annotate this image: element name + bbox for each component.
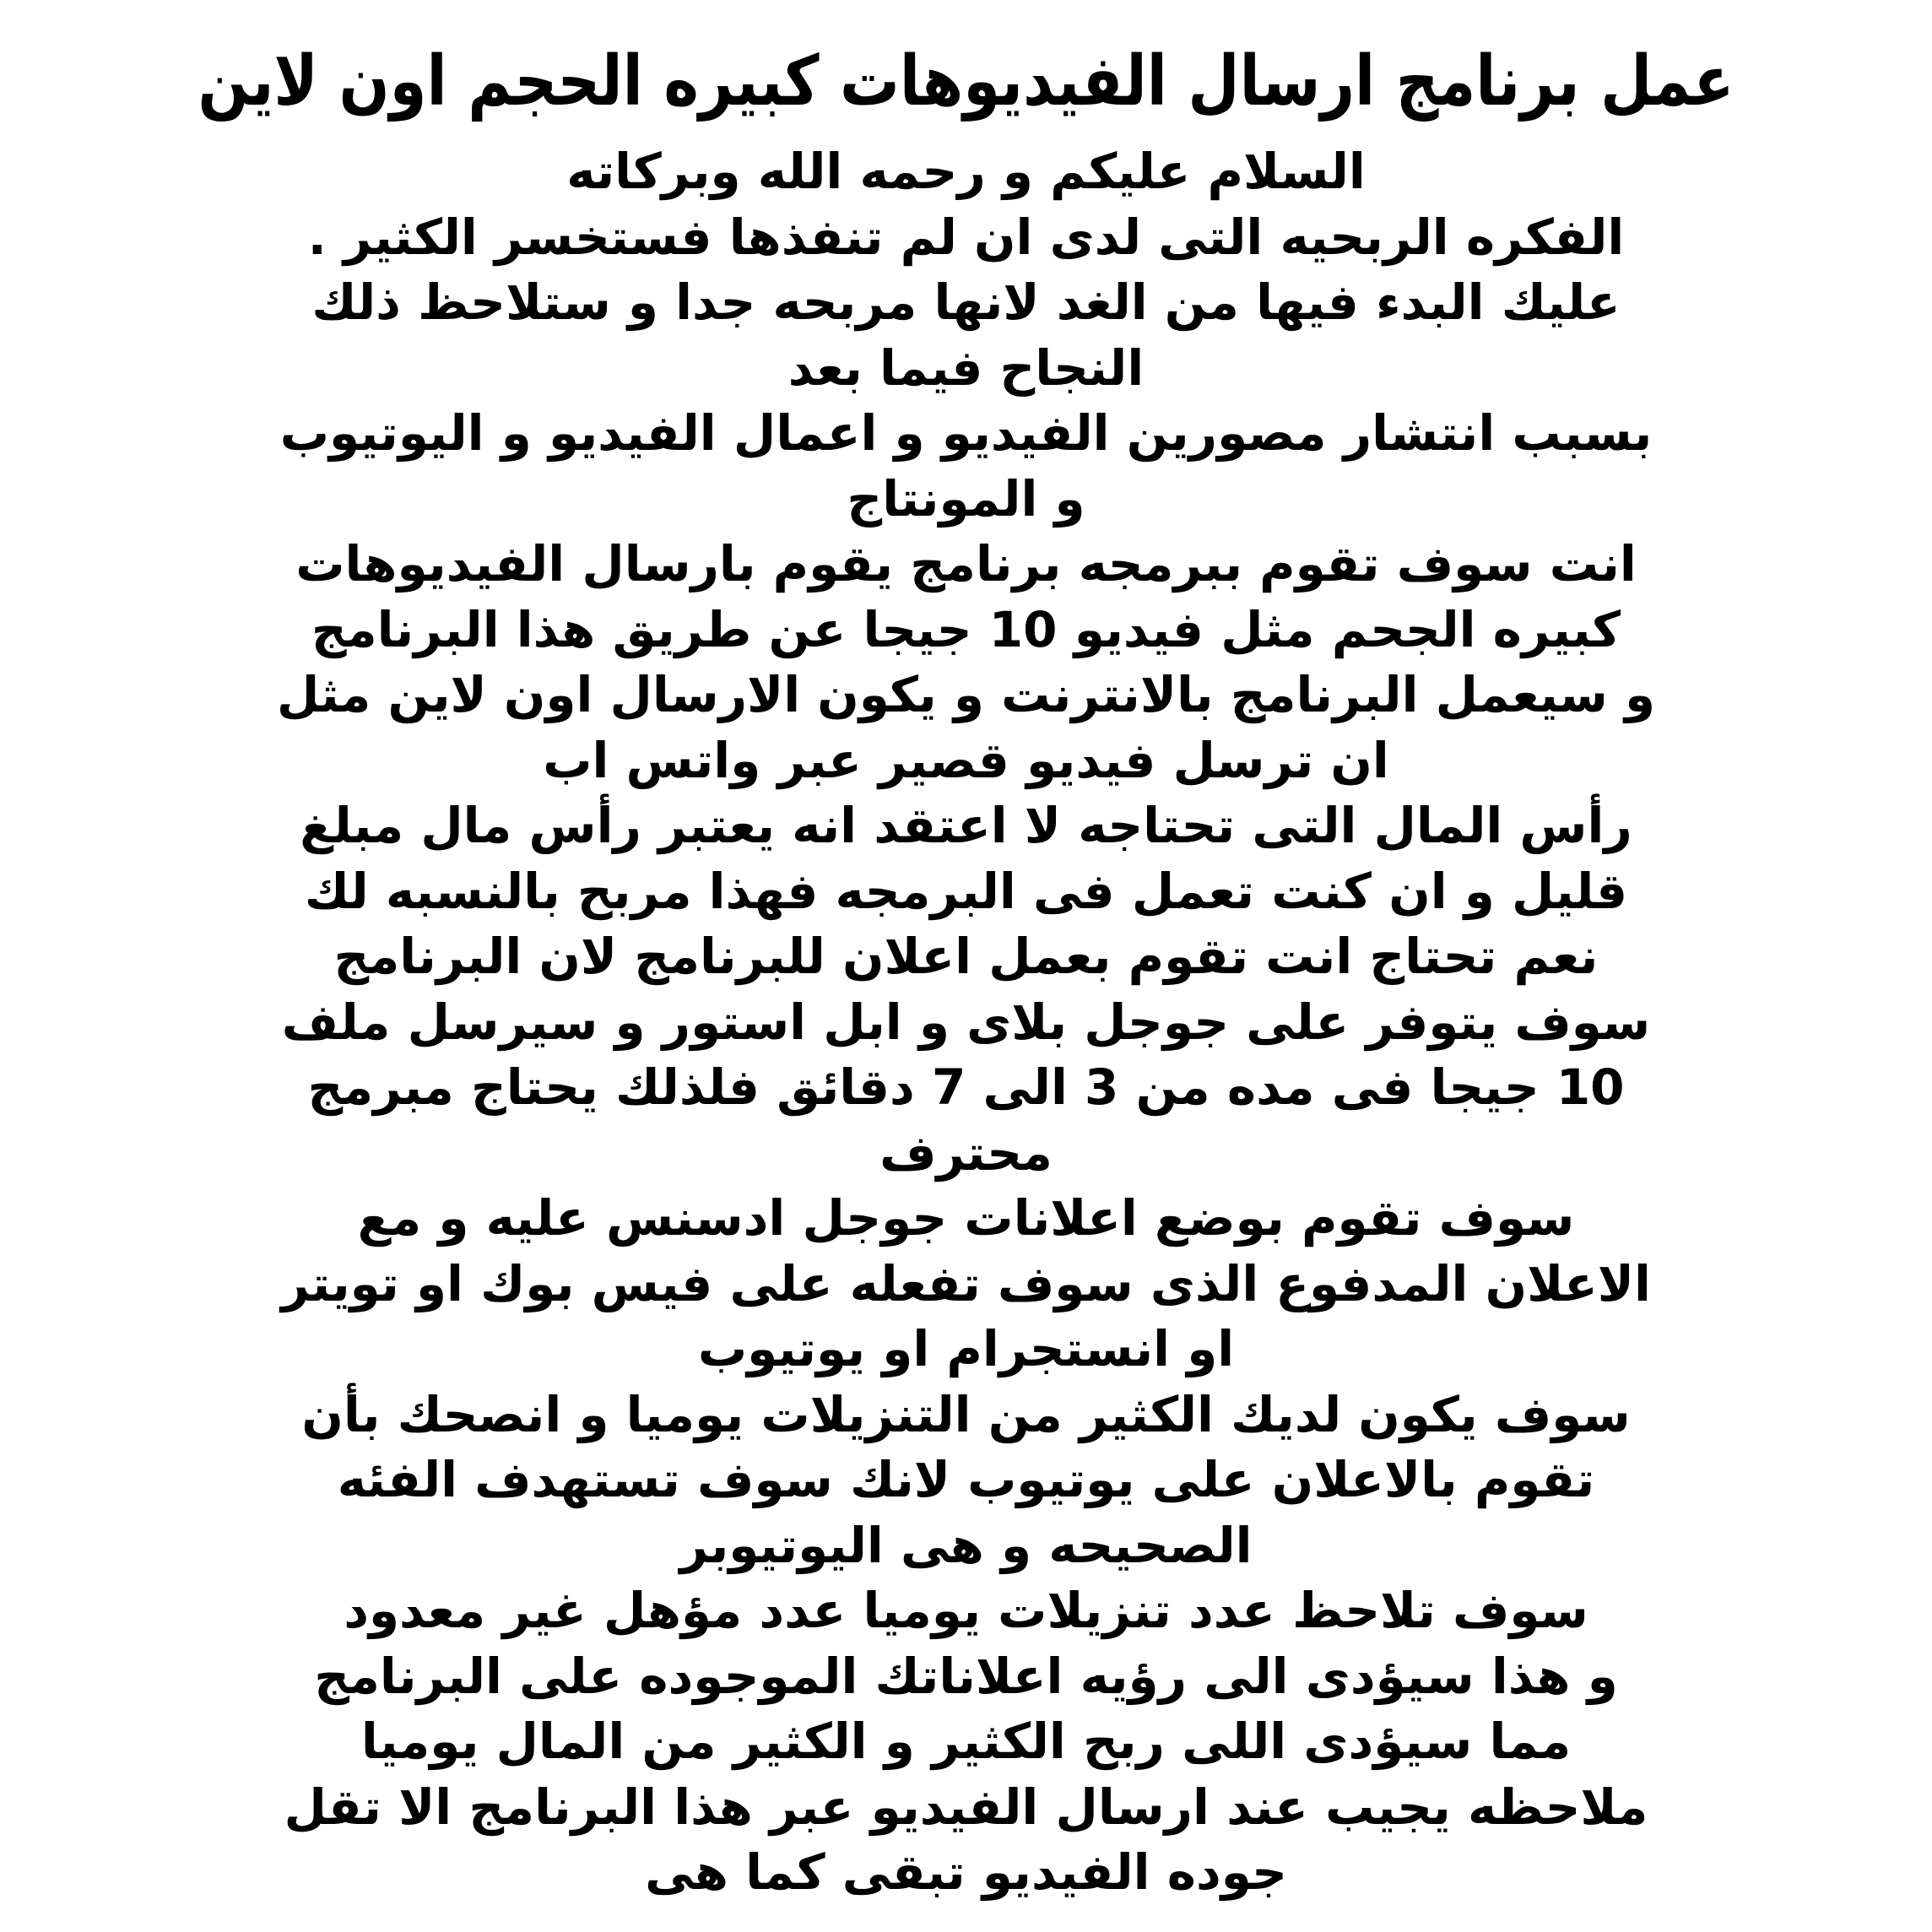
body-line: الفكره الربحيه التى لدى ان لم تنفذها فستخسر الكثير . xyxy=(307,208,1625,266)
body-line: مما سيؤدى اللى ربح الكثير و الكثير من المال يوميا xyxy=(360,1713,1572,1770)
body-line: عليك البدء فيها من الغد لانها مربحه جدا و ستلاحظ ذلك xyxy=(311,273,1621,331)
body-line: سوف تقوم بوضع اعلانات جوجل ادسنس عليه و مع xyxy=(357,1189,1575,1247)
body-line: السلام عليكم و رحمه الله وبركاته xyxy=(566,143,1366,200)
body-line: انت سوف تقوم ببرمجه برنامج يقوم بارسال الفيديوهات xyxy=(295,535,1637,593)
body-line: 10 جيجا فى مده من 3 الى 7 دقائق فلذلك يحتاج مبرمج xyxy=(307,1058,1625,1116)
body-line: النجاح فيما بعد xyxy=(787,338,1145,397)
body-line: او انستجرام او يوتيوب xyxy=(697,1320,1235,1377)
body-line: رأس المال التى تحتاجه لا اعتقد انه يعتبر رأس مال مبلغ xyxy=(300,797,1632,854)
body-line: سوف يتوفر على جوجل بلاى و ابل استور و سيرسل ملف xyxy=(281,993,1651,1051)
body-line: كبيره الجحم مثل فيديو 10 جيجا عن طريق هذا البرنامج xyxy=(311,600,1621,658)
body-line: سوف يكون لديك الكثير من التنزيلات يوميا و انصحك بأن xyxy=(301,1385,1631,1443)
body-line: بسبب انتشار مصورين الفيديو و اعمال الفيديو و اليوتيوب xyxy=(279,404,1653,462)
body-line: ملاحظه يجيب عند ارسال الفيديو عبر هذا البرنامج الا تقل xyxy=(284,1778,1648,1836)
body-line: و هذا سيؤدى الى رؤيه اعلاناتك الموجوده على البرنامج xyxy=(314,1647,1618,1705)
body-line: الاعلان المدفوع الذى سوف تفعله على فيس بوك او تويتر xyxy=(281,1254,1651,1312)
body-line: و المونتاج xyxy=(847,469,1085,528)
body-line: سوف تلاحظ عدد تنزيلات يوميا عدد مؤهل غير معدود xyxy=(344,1582,1588,1639)
body-line: الصحيحه و هى اليوتيوبر xyxy=(679,1516,1253,1574)
document-title: عمل برنامج ارسال الفيديوهات كبيره الحجم اون لاين xyxy=(198,41,1734,122)
body-line: قليل و ان كنت تعمل فى البرمجه فهذا مربح بالنسبه لك xyxy=(304,862,1628,920)
body-line: نعم تحتاج انت تقوم بعمل اعلان للبرنامج لان البرنامج xyxy=(333,928,1599,985)
body-line: محترف xyxy=(879,1123,1053,1182)
body-line: ان ترسل فيديو قصير عبر واتس اب xyxy=(543,731,1389,789)
body-line: و سيعمل البرنامج بالانترنت و يكون الارسال اون لاين مثل xyxy=(276,666,1655,723)
body-line: جوده الفيديو تبقى كما هى xyxy=(645,1843,1287,1901)
document-body xyxy=(169,139,1763,1906)
body-line: تقوم بالاعلان على يوتيوب لانك سوف تستهدف الفئه xyxy=(337,1451,1595,1508)
